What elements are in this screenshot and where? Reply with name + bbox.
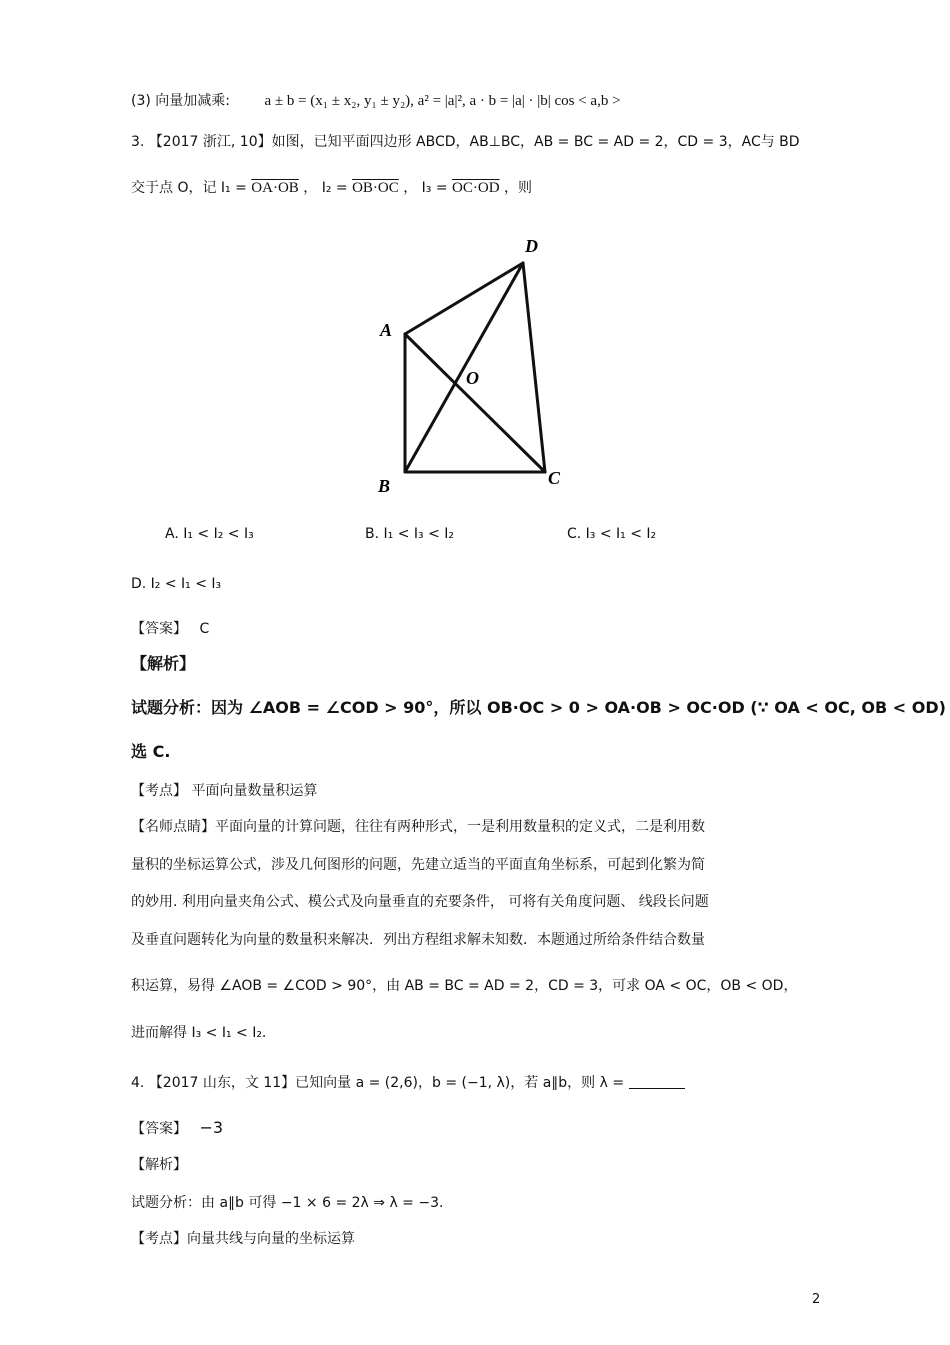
q4-analysis: 试题分析：由 a∥b 可得 −1 × 6 = 2λ ⇒ λ = −3. <box>131 1195 444 1211</box>
q3-teacher-line5: 积运算，易得 ∠AOB = ∠COD > 90°，由 AB = BC = AD = 2，CD = 3，可求 OA < OC，OB < OD， <box>131 978 798 994</box>
q4-answer-blank <box>629 1074 685 1089</box>
q3-i1-expr: OA·OB <box>251 180 299 196</box>
q4-analysis-label: 【解析】 <box>131 1157 187 1173</box>
q3-teacher-line3: 的妙用. 利用向量夹角公式、模公式及向量垂直的充要条件， 可将有关角度问题、 线段长问题 <box>131 894 709 910</box>
option-a: A. I₁ < I₂ < I₃ <box>165 526 254 542</box>
page-number: 2 <box>812 1292 821 1307</box>
q3-answer <box>131 620 209 638</box>
q3-teacher-line2: 量积的坐标运算公式，涉及几何图形的问题，先建立适当的平面直角坐标系，可起到化繁为简 <box>131 857 705 873</box>
formula-label: (3) 向量加减乘: <box>131 93 230 109</box>
segment-ac <box>405 334 545 472</box>
q4-kaodian: 【考点】向量共线与向量的坐标运算 <box>131 1231 355 1247</box>
q3-analysis-label: 【解析】 <box>131 654 196 673</box>
option-b: B. I₁ < I₃ < I₂ <box>365 526 454 542</box>
quadrilateral-figure <box>370 228 590 500</box>
q4-stem-text: 4. 【2017 山东，文 11】已知向量 a = (2,6)，b = (−1, λ)，若 a∥b，则 λ = <box>131 1075 625 1091</box>
label-c: C <box>548 468 561 488</box>
q3-suffix: ，则 <box>503 180 532 196</box>
q3-stem-line1: 3. 【2017 浙江, 10】如图，已知平面四边形 ABCD，AB⊥BC，AB = BC = AD = 2，CD = 3，AC与 BD <box>131 134 800 150</box>
label-a: A <box>380 320 393 340</box>
segment-cd <box>523 263 545 472</box>
label-b: B <box>378 476 391 496</box>
option-d: D. I₂ < I₁ < I₃ <box>131 576 222 592</box>
label-o: O <box>466 368 479 388</box>
segment-bd <box>405 263 523 472</box>
q3-stem-line2 <box>131 179 532 197</box>
q3-answer-label: 【答案】 <box>131 621 187 637</box>
q3-answer-value: C <box>199 621 210 637</box>
q3-kaodian: 【考点】 平面向量数量积运算 <box>131 783 318 799</box>
q3-teacher-line1: 【名师点睛】平面向量的计算问题，往往有两种形式，一是利用数量积的定义式，二是利用数 <box>131 819 705 835</box>
formula-line <box>131 92 621 110</box>
q3-teacher-line6: 进而解得 I₃ < I₁ < I₂. <box>131 1025 267 1041</box>
option-c: C. I₃ < I₁ < I₂ <box>567 526 657 542</box>
q4-answer-label: 【答案】 <box>131 1121 187 1137</box>
q3-sep3: ， I₃ = <box>403 180 448 196</box>
q3-i3-expr: OC·OD <box>452 180 500 196</box>
q3-line2-prefix: 交于点 O，记 I₁ = <box>131 180 247 196</box>
q4-answer <box>131 1119 223 1138</box>
q4-stem <box>131 1074 685 1092</box>
q3-i2-expr: OB·OC <box>352 180 399 196</box>
q3-analysis-line1: 试题分析：因为 ∠AOB = ∠COD > 90°，所以 OB·OC > 0 > OA·OB > OC·OD (∵ OA < OC, OB < OD) <box>131 698 946 717</box>
vector-operations-formula: a ± b = (x₁ ± x₂, y₁ ± y₂), a² = |a|², a · b = |a| · |b| cos < a,b > <box>264 93 621 109</box>
q3-teacher-line4: 及垂直问题转化为向量的数量积来解决．列出方程组求解未知数．本题通过所给条件结合数量 <box>131 932 705 948</box>
segment-da <box>405 263 523 334</box>
q3-sep2: ， I₂ = <box>303 180 348 196</box>
q3-analysis-line2: 选 C. <box>131 742 171 761</box>
q4-answer-value: −3 <box>199 1118 224 1137</box>
label-d: D <box>525 236 538 256</box>
